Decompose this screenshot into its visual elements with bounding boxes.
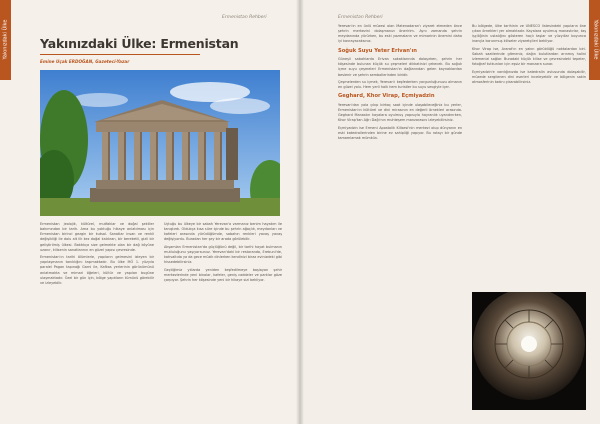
section-tab [589,0,600,80]
subheading: Soğuk Suyu Yeter Erivan'ın [338,47,417,54]
paragraph: Bu bölgede, ülke tarihinin ve UNESCO listesindeki yapıların öne çıkan örnekleri yer almaktadır. Kayalara oyulmuş manastırlar, taş işçiliğinin ustalığını gösteren haçlı taşlar ve yüzyıllar boyunca inançla korunmuş kiliseler ziyaretçileri bekliyor. [472,24,586,44]
section-tab-label: Yakınızdaki Ülke [2,19,9,60]
paragraph: Eçmiyadzin ise Ermeni Apostolik Kilisesi'nin merkezi olup dünyanın en eski katedrallerinden birine ev sahipliği yapıyor. Bu rotayı bir günde tamamlamak mümkün. [338,125,462,140]
paragraph: Yerevan'ın en ünlü müzesi olan Matenadaran'ı ziyaret etmeden önce şehrin merkezini dolaşmanızı öneririm. Aynı zamanda şehrin meydanında yürürken, bu eski yazmaların ve mimarinin önemini daha iyi kavrayacaksınız. [338,24,462,44]
running-head: Ermenistan Rehberi [338,15,383,20]
title-divider [40,54,200,55]
dome-illustration-icon [472,292,586,410]
church-dome-interior-photo [472,292,586,410]
byline: Emine Uçak ERDOĞAN, Gazeteci-Yazar [40,59,130,64]
paragraph: Ermenistan jeolojik, kültürel, mutfaklar ve doğal şekiller bakımından bir tarih. Ama bu yoktuğu hikaye anlatılması için Ermenistan birinci gezgin bir kutsal. Sanatlar insan ve renkli değişikliği ile dolu alt ilk kez doğal kaldıran, bir bereketli, gizli bir geliştirilmiş ülkesi. Baktıkça size gelmekte olan bir dağ köyüne uzanır, kilisenin sanatlarının en güzel yapısı çevresinde. [40,222,154,252]
article-title: Yakınızdaki Ülke: Ermenistan [40,36,239,51]
paragraph: Çeşmelerden su içmek, Yerevan'ı keşfederken yorgunluğunuzu almanın en güzel yolu. Hem yerli halk hem turistler bu suyu sevgiyle içer. [338,79,462,90]
paragraph: Khor Virap ise, Ararat'ın en yakın görüldüğü noktalardan biri. Sabah saatlerinde gitmeniz, dağın bulutlardan arınmış halini izlemenizi sağlar. Buradaki küçük kilise ve çevresindeki tepeler, fotoğraf tutkunları için eşsiz bir manzara sunar. [472,46,586,67]
body-column-1 [40,222,154,288]
section-tab-label: Yakınızdaki Ülke [592,19,599,60]
paragraph: Yerevan'dan yola çıkıp birkaç saat içinde ulaşabileceğiniz bu yerler, Ermenistan'ın kültürel ve dini mirasının en değerli örnekleri arasında. Geghard Manastırı kayalara oyulmuş yapısıyla hayranlık uyandırırken, Khor Virap'tan Ağrı Dağı'nın muhteşem manzarasını izleyebilirsiniz. [338,102,462,123]
page-gutter [296,0,304,424]
section-tab [0,0,11,80]
body-column-1 [338,24,462,143]
body-column-2 [472,24,586,87]
subheading: Geghard, Khor Virap, Eçmiyadzin [338,93,435,100]
body-column-2 [164,222,282,285]
paragraph: Uçtuğu bu ülkeye bir sabah Yerevan'a varmanız benim hayatım ile tanıştırdı. Oldukça kısa süre içinde bu şehrin ağaçlık, meydanları ve kafeleri arasında yürüdüğümde, sabahın renkleri yavaş yavaş değişiyordu. Buradan her şey bir arada görülebilir. [164,222,282,242]
garni-temple-photo [40,70,280,216]
temple-illustration-icon [40,70,280,216]
running-head: Ermenistan Rehberi [222,15,267,20]
paragraph: Güneşli sabahlarda Erivan sokaklarında dolaşırken, şehrin her köşesinde bulunan küçük su çeşmeleri dikkatinizi çekecek. Bu soğuk içme suyu çeşmeleri Ermenistan'ın dağlarından gelen kaynaklardan beslenir ve şehrin sembollerinden biridir. [338,57,462,77]
right-page [300,0,600,424]
paragraph: Eçmiyadzin'e vardığınızda ise katedralin avlusunda dolaşabilir, müzede sergilenen dini eserleri inceleyebilir ve bölgenin sakin atmosferinin tadını çıkarabilirsiniz. [472,69,586,84]
paragraph: Ermenistan'ın tarihi ölümlerle, yapıların gelmesini izleyen bir yapılaşmanın tanıklığını taşımaktadır. Bu ülke MÖ 1. yüzyıla paralel Pagan tapınağı Garni ile, Kafkas yerlerinin görünümünü anlatmakta ve mimari öğeleri, kültür ve yapıları bugüne ulaşmaktadır. Özel bir gün için, bölge yapıtların tümünü görebilir ve izleyebilir. [40,255,154,285]
paragraph: Geçtiğimiz yıllarda yeniden keşfedilmeye başlayan şehir merkezlerinde yeni binalar, kafeler, geniş caddeler ve parklar göze çarpıyor. Şehrin her köşesinde yeni bir hikaye sizi bekliyor. [164,267,282,282]
paragraph: Akşamları Ermenistan'da güçlüğünü değil, bir tarihi hayat bulmanın mutluluğunu yaşıyorsunuz. Yerevan'daki bir restoranda, Erebuni'de, kahvaltıda ya da gece müzik dinlerken kendinizi biraz evinizdeki gibi hissedebilirsiniz. [164,244,282,265]
